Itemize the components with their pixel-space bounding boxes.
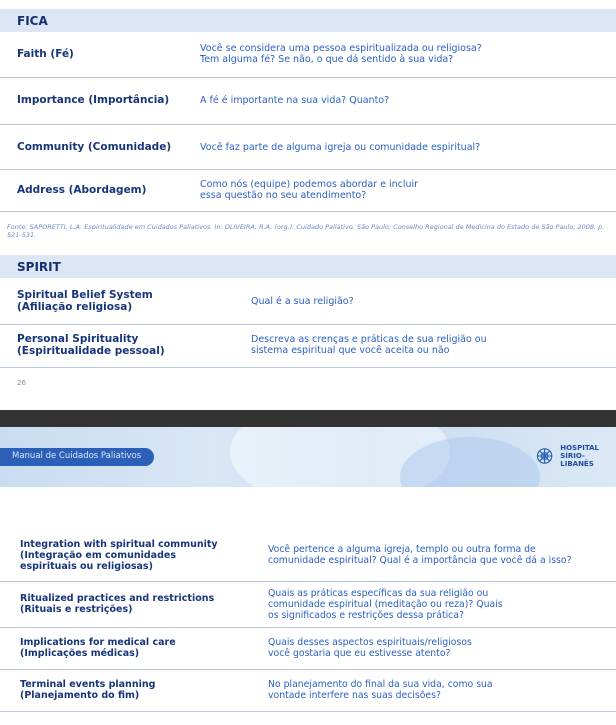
- page-break: [0, 410, 616, 427]
- spirit-value: Descreva as crenças e práticas de sua religião ou sistema espiritual que você aceita ou não: [251, 334, 487, 356]
- spirit-key: Implications for medical care (Implicações médicas): [20, 637, 176, 659]
- hospital-logo-text: HOSPITAL SÍRIO-LIBANÊS: [560, 444, 599, 468]
- row-divider: [0, 324, 616, 325]
- spirit-key: Ritualized practices and restrictions (Rituais e restrições): [20, 593, 215, 615]
- spirit-key: Personal Spirituality (Espiritualidade pessoal): [17, 333, 165, 357]
- page-header-banner: [0, 427, 616, 487]
- spirit-value: Você pertence a alguma igreja, templo ou outra forma de comunidade espiritual? Qual é a importância que você dá a isso?: [268, 544, 572, 566]
- row-divider: [0, 211, 616, 212]
- spirit-row-rituals: [0, 584, 616, 624]
- spirit-value: Qual é a sua religião?: [251, 295, 354, 307]
- spirit-value: No planejamento do final da sua vida, como sua vontade interfere nas suas decisões?: [268, 679, 493, 701]
- spirit-value: Quais as práticas específicas da sua religião ou comunidade espiritual (meditação ou reza)? Quais os significados e restrições dessa prática?: [268, 587, 503, 621]
- spirit-row-integration: [0, 532, 616, 578]
- row-divider: [0, 627, 616, 628]
- spirit-value: Quais desses aspectos espirituais/religiosos você gostaria que eu estivesse atento?: [268, 637, 472, 659]
- row-divider: [0, 581, 616, 582]
- fica-row-faith: [0, 34, 616, 74]
- fica-key: Faith (Fé): [17, 48, 74, 60]
- fica-key: Importance (Importância): [17, 94, 170, 106]
- fica-value: Como nós (equipe) podemos abordar e incluir essa questão no seu atendimento?: [200, 179, 419, 201]
- spirit-row-implications: [0, 630, 616, 666]
- row-divider: [0, 367, 616, 368]
- spirit-key: Integration with spiritual community (Integração em comunidades espirituais ou religiosas): [20, 538, 218, 572]
- page-number: 26: [17, 379, 26, 387]
- row-divider: [0, 711, 616, 712]
- spirit-row-belief: [0, 281, 616, 321]
- source-citation: Fonte: SAPORETTI, L.A. Espiritualidade em Cuidados Paliativos. In: OLIVEIRA, R.A. (org.). Cuidado Paliativo. São Paulo: Conselho Regional de Medicina do Estado de São Paulo, 2008. p. 521-531.: [7, 223, 605, 239]
- spirit-key: Terminal events planning (Planejamento do fim): [20, 679, 156, 701]
- spirit-row-personal: [0, 326, 616, 364]
- hospital-emblem-icon: [536, 447, 553, 465]
- spirit-key: Spiritual Belief System (Afiliação religiosa): [17, 289, 153, 313]
- fica-value: Você faz parte de alguma igreja ou comunidade espiritual?: [200, 141, 481, 153]
- row-divider: [0, 669, 616, 670]
- fica-table-header: FICA: [0, 9, 616, 32]
- fica-value: A fé é importante na sua vida? Quanto?: [200, 94, 390, 106]
- hospital-logo: [536, 444, 616, 468]
- fica-key: Community (Comunidade): [17, 141, 172, 153]
- fica-row-address: [0, 170, 616, 210]
- fica-row-community: [0, 125, 616, 169]
- fica-row-importance: [0, 78, 616, 122]
- fica-value: Você se considera uma pessoa espiritualizada ou religiosa? Tem alguma fé? Se não, o que dá sentido à sua vida?: [200, 43, 482, 65]
- spirit-row-terminal: [0, 672, 616, 708]
- fica-key: Address (Abordagem): [17, 184, 147, 196]
- document-page-27: [0, 487, 616, 725]
- manual-title-pill: Manual de Cuidados Paliativos: [0, 448, 154, 466]
- spirit-table-header: SPIRIT: [0, 255, 616, 278]
